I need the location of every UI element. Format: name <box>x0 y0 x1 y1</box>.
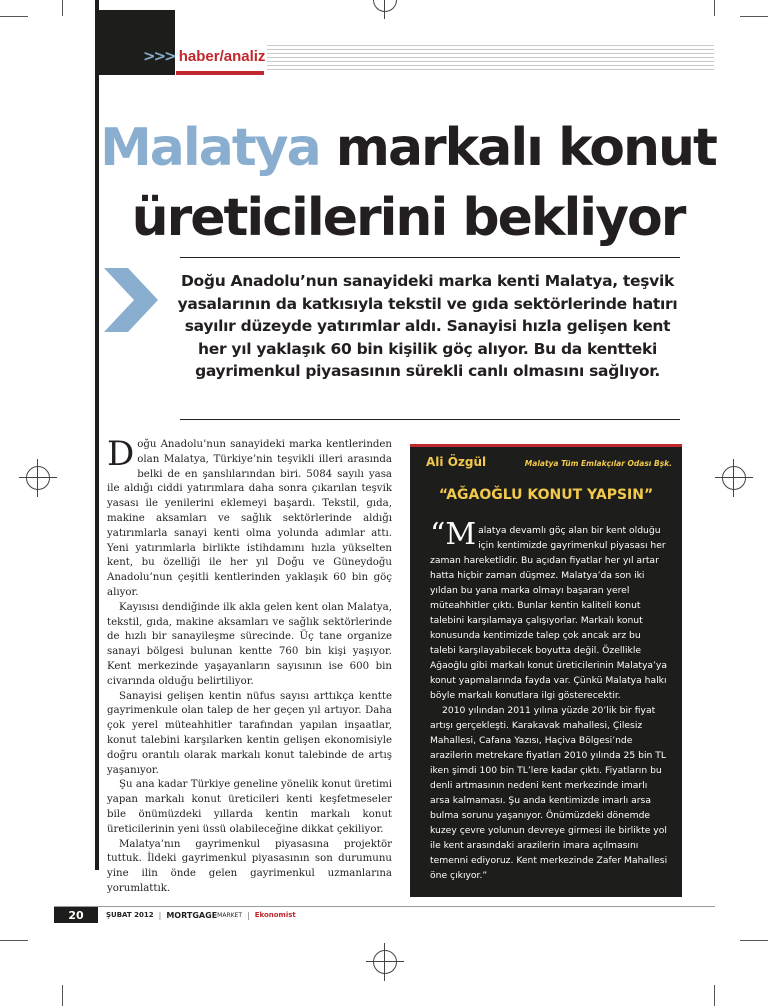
crop-mark <box>714 0 715 16</box>
registration-mark <box>373 0 397 12</box>
section-tag <box>143 47 265 65</box>
lead-rule-bottom <box>180 419 680 420</box>
section-arrows-icon: >>> <box>143 47 175 65</box>
sidebar-header <box>410 447 682 469</box>
lead-paragraph: Doğu Anadolu’nun sanayideki marka kenti Malatya, teşvik yasalarının da katkısıyla tekstil ve gıda sektörlerinde hatırı sayılır düzeyde yatırımlar aldı. Sanayisi hızla gelişen kent her yıl yaklaşık 60 bin kişilik göç alıyor. Bu da kentteki gayrimenkul piyasasının sürekli canlı olmasını sağlıyor. <box>177 272 678 381</box>
body-paragraph: Şu ana kadar Türkiye geneline yönelik konut üretimi yapan markalı konut üreticileri kenti keşfetmeseler bile önümüzdeki yıllarda kentin markalı konut üreticilerinin yeni üssü olabileceğine dikkat çekiliyor. <box>107 779 392 835</box>
sidebar-text <box>430 517 668 883</box>
page-footer <box>54 907 296 923</box>
registration-mark <box>722 466 746 490</box>
drop-cap: D <box>107 434 135 474</box>
sidebar-paragraph-text: alatya devamlı göç alan bir kent olduğu için kentimizde gayrimenkul piyasası her zaman hareketlidir. Bu açıdan fiyatlar her yıl artar hatta hiçbir zaman düşmez. Malatya’da son iki yıldan bu yana marka olmayı başaran yerel müteahhitler çıktı. Bunlar kentin kaliteli konut talebini karşılamaya çalışıyorlar. Markalı konut konusunda kentimizde talep çok ancak arz bu talebi karşılayabilecek boyutta değil. Özellikle Ağaoğlu gibi markalı konut üreticilerinin Malatya’ya konut yapmalarında fayda var. Çünkü Malatya halkı böyle markalı konutlara ilgi gösterecektir. <box>430 525 667 701</box>
headline-line1: markalı konut <box>319 118 716 178</box>
headline-line2: üreticilerini bekliyor <box>131 188 685 248</box>
crop-mark <box>740 940 768 941</box>
issue-date: ŞUBAT 2012 <box>106 911 154 919</box>
registration-mark <box>26 466 50 490</box>
page-number: 20 <box>54 907 98 923</box>
body-paragraph: Malatya’nın gayrimenkul piyasasına projektör tuttuk. İldeki gayrimenkul piyasasının son durumunu yine ilin önde gelen gayrimenkul uzmanlarına yorumlattık. <box>107 838 392 894</box>
body-paragraph-text: oğu Anadolu’nun sanayideki marka kentlerinden olan Malatya, Türkiye’nin teşvikli illeri arasında belki de en şanslılarından biri. 5084 sayılı yasa ile aldığı ciddi yatırımlara daha sonra çıkarılan teşvik yasası ile yenilerini eklemeyi başardı. Tekstil, gıda, makine aksamları ve sağlık sektörlerinde aldığı yatırımlarla sanayi kenti olma yolunda adımlar attı. Yeni yatırımlarla birlikte istihdamını hızla yükselten kent, bu özelliği ile her yıl Doğu ve Güneydoğu Anadolu’nun çeşitli kentlerinden yaklaşık 60 bin göç alıyor. <box>107 439 392 598</box>
sidebar-organization: Malatya Tüm Emlakçılar Odası Bşk. <box>524 459 672 468</box>
magazine-name: MORTGAGE <box>166 910 218 920</box>
lead-rule-top <box>180 257 680 258</box>
interview-sidebar <box>410 444 682 897</box>
footer-separator: | <box>158 910 162 920</box>
header-hatch-band <box>267 45 714 71</box>
sidebar-title: “AĞAOĞLU KONUT YAPSIN” <box>438 487 654 503</box>
body-paragraph <box>107 434 392 601</box>
crop-mark <box>62 985 63 1006</box>
body-paragraph: Kayısısı dendiğinde ilk akla gelen kent olan Malatya, tekstil, gıda, makine aksamları ve sağlık sektörlerinde de hızlı bir sanayileşme sürecinde. Üç tane organize sanayi bölgesi bulunan kentte 760 bin kişi yaşıyor. Kent merkezinde yaşayanların sayısının ise 600 bin civarında olduğu belirtiliyor. <box>107 601 392 687</box>
crop-mark <box>0 16 28 17</box>
sidebar-paragraph: 2010 yılından 2011 yılına yüzde 20’lik bir fiyat artışı gerçekleşti. Karakavak mahallesi, Çilesiz Mahallesi, Cafana Yazısı, Haçiva Bölgesi’nde arazilerin metrekare fiyatları 2010 yılında 25 bin TL iken şimdi 100 bin TL’lere kadar çıktı. Fiyatların bu denli artmasının nedeni kent merkezinde imarlı arsa kalmaması. Şu anda kentimizde imarlı arsa bulma sorunu yaşanıyor. Önümüzdeki dönemde kuzey çevre yolunun devreye girmesi ile birlikte yol ile kent arasındaki arazilerin imara açılmasını temenni ediyoruz. Kent merkezinde Zafer Mahallesi öne çıkıyor.” <box>430 705 668 881</box>
article-body <box>107 434 392 897</box>
crop-mark <box>740 16 768 17</box>
crop-mark <box>714 985 715 1006</box>
corner-block <box>95 10 175 75</box>
section-label: haber/analiz <box>178 47 266 65</box>
footer-separator: | <box>247 910 250 920</box>
registration-mark <box>373 950 397 974</box>
chevron-right-icon <box>104 268 158 332</box>
sidebar-paragraph <box>430 517 668 703</box>
magazine-name-sub: MARKET <box>217 911 242 919</box>
supplement-name: Ekonomist <box>254 911 296 919</box>
sidebar-author: Ali Özgül <box>426 455 487 469</box>
quote-mark: “M <box>430 517 477 552</box>
page-side-bar <box>95 0 99 870</box>
body-paragraph: Sanayisi gelişen kentin nüfus sayısı arttıkça kentte gayrimenkule olan talep de her geçen yıl artıyor. Daha çok yerel müteahhitler tarafından yapılan inşaatlar, konut talebini karşılarken kentin gelişen ekonomisiyle doğru orantılı olarak markalı konut talebinde de artış yaşanıyor. <box>107 690 392 776</box>
crop-mark <box>62 0 63 16</box>
headline-highlight: Malatya <box>100 118 320 178</box>
crop-mark <box>0 940 28 941</box>
headline <box>100 113 716 253</box>
section-underline <box>176 71 264 75</box>
